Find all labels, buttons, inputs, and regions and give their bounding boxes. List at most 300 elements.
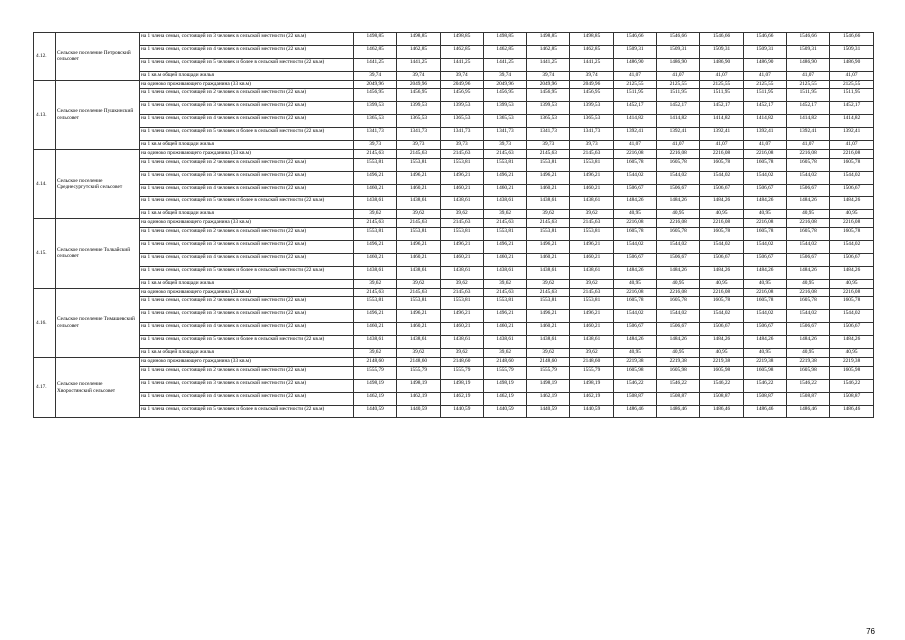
cost-value-cell: 1553,81 — [483, 228, 526, 241]
cost-value-cell: 1546,22 — [786, 379, 829, 392]
cost-value-cell: 1605,78 — [613, 158, 656, 171]
cost-value-cell: 1511,95 — [613, 89, 656, 102]
cost-value-cell: 1484,26 — [700, 266, 743, 279]
cost-value-cell: 1484,26 — [613, 266, 656, 279]
norm-description: на 1 члена семьи, состоящей из 2 человек в сельской местности (22 кв.м) — [140, 297, 354, 310]
cost-value-cell: 1508,87 — [700, 392, 743, 405]
cost-value-cell: 39,62 — [570, 279, 613, 288]
norm-description: на 1 члена семьи, состоящей из 5 человек и более в сельской местности (22 кв.м) — [140, 266, 354, 279]
cost-value-cell: 2216,08 — [700, 219, 743, 228]
cost-value-cell: 39,73 — [527, 141, 570, 150]
cost-value-cell: 1553,81 — [483, 158, 526, 171]
cost-value-cell: 39,73 — [570, 141, 613, 150]
cost-value-cell: 40,95 — [830, 210, 874, 219]
cost-value-cell: 1365,53 — [354, 115, 397, 128]
table-row — [34, 279, 874, 288]
cost-value-cell: 1605,78 — [613, 228, 656, 241]
cost-value-cell: 1496,21 — [483, 171, 526, 184]
cost-value-cell: 1546,22 — [613, 379, 656, 392]
cost-value-cell: 39,62 — [527, 349, 570, 358]
cost-value-cell: 1414,82 — [700, 115, 743, 128]
cost-value-cell: 1508,87 — [830, 392, 874, 405]
cost-value-cell: 2145,63 — [483, 219, 526, 228]
cost-value-cell: 40,95 — [743, 349, 786, 358]
cost-value-cell: 40,95 — [743, 210, 786, 219]
cost-value-cell: 41,07 — [743, 71, 786, 80]
norm-description: на 1 члена семьи, состоящей из 4 человек в сельской местности (22 кв.м) — [140, 184, 354, 197]
cost-value-cell: 2145,63 — [354, 149, 397, 158]
norm-description: на 1 члена семьи, состоящей из 3 человек в сельской местности (22 кв.м) — [140, 33, 354, 46]
cost-value-cell: 1553,81 — [570, 228, 613, 241]
cost-value-cell: 2145,63 — [527, 219, 570, 228]
table-row — [34, 80, 874, 89]
cost-value-cell: 1462,85 — [354, 45, 397, 58]
cost-value-cell: 1544,02 — [613, 171, 656, 184]
cost-value-cell: 1486,90 — [830, 58, 874, 71]
cost-value-cell: 1484,26 — [700, 336, 743, 349]
cost-value-cell: 1506,67 — [613, 253, 656, 266]
cost-value-cell: 1605,78 — [700, 158, 743, 171]
cost-value-cell: 1546,66 — [830, 33, 874, 46]
settlement-code: 4.14. — [34, 149, 56, 218]
cost-value-cell: 1506,67 — [743, 184, 786, 197]
cost-value-cell: 2049,96 — [483, 80, 526, 89]
cost-value-cell: 2216,08 — [830, 219, 874, 228]
cost-value-cell: 1441,25 — [483, 58, 526, 71]
cost-value-cell: 2125,55 — [700, 80, 743, 89]
cost-value-cell: 40,95 — [786, 210, 829, 219]
norm-description: на одиноко проживающего гражданина (33 кв.м) — [140, 219, 354, 228]
cost-value-cell: 1460,21 — [483, 323, 526, 336]
cost-value-cell: 2145,63 — [397, 149, 440, 158]
cost-value-cell: 2219,38 — [830, 357, 874, 366]
table-row — [34, 89, 874, 102]
cost-value-cell: 40,95 — [700, 210, 743, 219]
cost-value-cell: 1392,41 — [830, 128, 874, 141]
cost-value-cell: 1509,31 — [830, 45, 874, 58]
cost-value-cell: 1484,26 — [613, 336, 656, 349]
cost-value-cell: 1456,95 — [570, 89, 613, 102]
cost-value-cell: 2216,08 — [613, 219, 656, 228]
cost-value-cell: 1605,78 — [700, 297, 743, 310]
norm-description: на 1 члена семьи, состоящей из 5 человек и более в сельской местности (22 кв.м) — [140, 336, 354, 349]
cost-value-cell: 1462,85 — [397, 45, 440, 58]
cost-value-cell: 39,62 — [483, 279, 526, 288]
cost-value-cell: 1392,41 — [700, 128, 743, 141]
cost-value-cell: 1456,95 — [483, 89, 526, 102]
cost-value-cell: 2145,63 — [570, 149, 613, 158]
cost-value-cell: 40,95 — [613, 279, 656, 288]
cost-value-cell: 1399,53 — [527, 102, 570, 115]
cost-value-cell: 39,62 — [440, 349, 483, 358]
cost-value-cell: 1544,02 — [743, 310, 786, 323]
cost-value-cell: 41,07 — [830, 71, 874, 80]
cost-value-cell: 2216,08 — [657, 219, 700, 228]
cost-value-cell: 2216,08 — [613, 288, 656, 297]
cost-value-cell: 39,62 — [440, 210, 483, 219]
cost-value-cell: 1506,67 — [613, 184, 656, 197]
cost-value-cell: 39,73 — [397, 141, 440, 150]
cost-value-cell: 1484,26 — [657, 336, 700, 349]
cost-value-cell: 1544,02 — [700, 171, 743, 184]
cost-value-cell: 1508,87 — [613, 392, 656, 405]
cost-value-cell: 1460,21 — [483, 253, 526, 266]
cost-value-cell: 1506,67 — [700, 253, 743, 266]
cost-value-cell: 1438,61 — [483, 266, 526, 279]
cost-value-cell: 1546,22 — [657, 379, 700, 392]
cost-value-cell: 1341,73 — [354, 128, 397, 141]
cost-value-cell: 1365,53 — [440, 115, 483, 128]
cost-value-cell: 1498,19 — [570, 379, 613, 392]
cost-value-cell: 1438,61 — [354, 336, 397, 349]
cost-value-cell: 1506,67 — [613, 323, 656, 336]
cost-value-cell: 1509,31 — [657, 45, 700, 58]
table-row — [34, 158, 874, 171]
cost-value-cell: 2148,60 — [483, 357, 526, 366]
cost-value-cell: 1496,21 — [440, 310, 483, 323]
cost-value-cell: 2125,55 — [830, 80, 874, 89]
cost-value-cell: 1484,26 — [613, 197, 656, 210]
cost-value-cell: 1341,73 — [397, 128, 440, 141]
cost-value-cell: 1341,73 — [527, 128, 570, 141]
cost-value-cell: 1341,73 — [440, 128, 483, 141]
cost-value-cell: 2216,08 — [700, 288, 743, 297]
norm-description: на 1 члена семьи, состоящей из 4 человек в сельской местности (22 кв.м) — [140, 392, 354, 405]
cost-value-cell: 1544,02 — [786, 171, 829, 184]
cost-value-cell: 2125,55 — [657, 80, 700, 89]
cost-value-cell: 1498,19 — [527, 379, 570, 392]
cost-value-cell: 1438,61 — [397, 197, 440, 210]
table-row — [34, 349, 874, 358]
cost-value-cell: 40,95 — [700, 279, 743, 288]
cost-value-cell: 39,74 — [354, 71, 397, 80]
cost-value-cell: 41,07 — [657, 71, 700, 80]
cost-value-cell: 1486,46 — [743, 405, 786, 418]
norm-description: на 1 члена семьи, состоящей из 5 человек и более в сельской местности (22 кв.м) — [140, 405, 354, 418]
cost-value-cell: 1498,85 — [527, 33, 570, 46]
cost-value-cell: 1341,73 — [570, 128, 613, 141]
cost-value-cell: 1486,90 — [743, 58, 786, 71]
cost-value-cell: 1509,31 — [743, 45, 786, 58]
cost-value-cell: 1555,79 — [527, 366, 570, 379]
cost-value-cell: 1441,25 — [570, 58, 613, 71]
cost-value-cell: 1484,26 — [743, 266, 786, 279]
cost-value-cell: 2145,63 — [483, 149, 526, 158]
cost-value-cell: 2148,60 — [570, 357, 613, 366]
cost-value-cell: 1546,22 — [830, 379, 874, 392]
cost-value-cell: 1509,31 — [700, 45, 743, 58]
cost-value-cell: 1438,61 — [527, 197, 570, 210]
cost-value-cell: 39,62 — [354, 349, 397, 358]
norm-description: на 1 кв.м общей площади жилья — [140, 141, 354, 150]
cost-value-cell: 41,07 — [786, 141, 829, 150]
cost-value-cell: 40,95 — [830, 349, 874, 358]
cost-value-cell: 1546,22 — [743, 379, 786, 392]
cost-value-cell: 1553,81 — [570, 158, 613, 171]
cost-value-cell: 1484,26 — [657, 197, 700, 210]
cost-value-cell: 1506,67 — [830, 184, 874, 197]
cost-value-cell: 1555,79 — [397, 366, 440, 379]
cost-value-cell: 1438,61 — [354, 266, 397, 279]
cost-value-cell: 1486,46 — [613, 405, 656, 418]
cost-value-cell: 1438,61 — [483, 336, 526, 349]
cost-value-cell: 1544,02 — [786, 310, 829, 323]
cost-value-cell: 39,74 — [440, 71, 483, 80]
cost-value-cell: 1544,02 — [613, 310, 656, 323]
cost-value-cell: 1546,66 — [613, 33, 656, 46]
cost-value-cell: 1452,17 — [830, 102, 874, 115]
cost-value-cell: 2125,55 — [613, 80, 656, 89]
cost-value-cell: 1553,81 — [354, 297, 397, 310]
table-row — [34, 366, 874, 379]
cost-value-cell: 2219,38 — [613, 357, 656, 366]
norm-description: на 1 члена семьи, состоящей из 5 человек и более в сельской местности (22 кв.м) — [140, 58, 354, 71]
settlement-name: Сельское поселение Пушкинский сельсовет — [56, 80, 140, 149]
cost-value-cell: 1341,73 — [483, 128, 526, 141]
cost-value-cell: 1506,67 — [700, 323, 743, 336]
cost-value-cell: 1555,79 — [354, 366, 397, 379]
cost-value-cell: 1392,41 — [613, 128, 656, 141]
cost-value-cell: 1452,17 — [613, 102, 656, 115]
cost-value-cell: 1605,78 — [830, 297, 874, 310]
cost-value-cell: 1441,25 — [354, 58, 397, 71]
cost-value-cell: 2216,08 — [830, 149, 874, 158]
cost-value-cell: 2216,08 — [657, 288, 700, 297]
cost-value-cell: 1506,67 — [743, 253, 786, 266]
table-row — [34, 219, 874, 228]
table-row — [34, 288, 874, 297]
cost-value-cell: 2148,60 — [527, 357, 570, 366]
table-row — [34, 310, 874, 323]
settlement-name: Сельское поселение Хворостянский сельсовет — [56, 357, 140, 417]
cost-value-cell: 1544,02 — [830, 241, 874, 254]
cost-value-cell: 41,07 — [786, 71, 829, 80]
cost-value-cell: 1486,46 — [657, 405, 700, 418]
table-row — [34, 336, 874, 349]
cost-value-cell: 1553,81 — [397, 158, 440, 171]
cost-value-cell: 1460,21 — [440, 253, 483, 266]
cost-value-cell: 40,95 — [700, 349, 743, 358]
cost-value-cell: 1605,78 — [657, 228, 700, 241]
cost-value-cell: 2145,63 — [440, 149, 483, 158]
table-row — [34, 141, 874, 150]
cost-value-cell: 40,95 — [786, 279, 829, 288]
cost-value-cell: 1546,66 — [786, 33, 829, 46]
cost-value-cell: 1544,02 — [700, 310, 743, 323]
table-row — [34, 297, 874, 310]
cost-value-cell: 1484,26 — [786, 336, 829, 349]
cost-value-cell: 1544,02 — [786, 241, 829, 254]
cost-value-cell: 1511,95 — [743, 89, 786, 102]
cost-value-cell: 1544,02 — [657, 241, 700, 254]
settlement-name: Сельское поселение Толкайский сельсовет — [56, 219, 140, 288]
norm-description: на 1 члена семьи, состоящей из 3 человек в сельской местности (22 кв.м) — [140, 102, 354, 115]
cost-value-cell: 2216,08 — [743, 219, 786, 228]
norm-description: на одиноко проживающего гражданина (33 кв.м) — [140, 80, 354, 89]
cost-value-cell: 1498,19 — [397, 379, 440, 392]
cost-value-cell: 39,74 — [570, 71, 613, 80]
cost-value-cell: 39,74 — [397, 71, 440, 80]
cost-value-cell: 1511,95 — [700, 89, 743, 102]
cost-value-cell: 1605,78 — [786, 228, 829, 241]
cost-value-cell: 1511,95 — [830, 89, 874, 102]
cost-value-cell: 1462,85 — [527, 45, 570, 58]
cost-value-cell: 1544,02 — [613, 241, 656, 254]
settlement-code: 4.12. — [34, 33, 56, 81]
cost-value-cell: 1438,61 — [570, 266, 613, 279]
cost-value-cell: 1486,90 — [613, 58, 656, 71]
cost-value-cell: 39,62 — [527, 210, 570, 219]
table-row — [34, 45, 874, 58]
cost-value-cell: 40,95 — [786, 349, 829, 358]
table-row — [34, 210, 874, 219]
cost-value-cell: 1553,81 — [354, 228, 397, 241]
norm-description: на 1 члена семьи, состоящей из 4 человек в сельской местности (22 кв.м) — [140, 253, 354, 266]
cost-value-cell: 1456,95 — [440, 89, 483, 102]
table-row — [34, 71, 874, 80]
cost-value-cell: 40,95 — [830, 279, 874, 288]
table-row — [34, 128, 874, 141]
cost-value-cell: 1460,21 — [570, 184, 613, 197]
settlement-code: 4.17. — [34, 357, 56, 417]
cost-value-cell: 1546,66 — [657, 33, 700, 46]
norm-description: на 1 члена семьи, состоящей из 2 человек в сельской местности (22 кв.м) — [140, 366, 354, 379]
cost-value-cell: 2145,63 — [397, 288, 440, 297]
cost-value-cell: 40,95 — [743, 279, 786, 288]
cost-value-cell: 1506,67 — [657, 184, 700, 197]
table-row — [34, 228, 874, 241]
cost-value-cell: 1544,02 — [657, 310, 700, 323]
cost-value-cell: 1496,21 — [570, 241, 613, 254]
cost-value-cell: 1484,26 — [657, 266, 700, 279]
norm-description: на 1 члена семьи, состоящей из 2 человек в сельской местности (22 кв.м) — [140, 89, 354, 102]
cost-value-cell: 1486,90 — [700, 58, 743, 71]
cost-value-cell: 1605,78 — [830, 158, 874, 171]
cost-value-cell: 2148,60 — [354, 357, 397, 366]
cost-value-cell: 1506,67 — [786, 323, 829, 336]
cost-value-cell: 1440,59 — [570, 405, 613, 418]
cost-value-cell: 1460,21 — [570, 323, 613, 336]
cost-value-cell: 1462,19 — [527, 392, 570, 405]
cost-value-cell: 1462,85 — [570, 45, 613, 58]
cost-value-cell: 1484,26 — [786, 266, 829, 279]
cost-value-cell: 1440,59 — [397, 405, 440, 418]
cost-value-cell: 2125,55 — [786, 80, 829, 89]
cost-value-cell: 1392,41 — [743, 128, 786, 141]
cost-value-cell: 1438,61 — [570, 197, 613, 210]
table-row — [34, 392, 874, 405]
page-number: 76 — [866, 627, 875, 636]
cost-value-cell: 1441,25 — [527, 58, 570, 71]
norm-description: на 1 члена семьи, состоящей из 5 человек и более в сельской местности (22 кв.м) — [140, 197, 354, 210]
cost-value-cell: 1399,53 — [483, 102, 526, 115]
cost-value-cell: 39,62 — [527, 279, 570, 288]
cost-value-cell: 2148,60 — [397, 357, 440, 366]
cost-value-cell: 1496,21 — [570, 171, 613, 184]
cost-value-cell: 1553,81 — [397, 228, 440, 241]
cost-value-cell: 1544,02 — [830, 171, 874, 184]
cost-value-cell: 1440,59 — [483, 405, 526, 418]
cost-value-cell: 1462,19 — [440, 392, 483, 405]
cost-value-cell: 1496,21 — [483, 310, 526, 323]
cost-value-cell: 39,62 — [354, 210, 397, 219]
cost-value-cell: 2216,08 — [743, 288, 786, 297]
cost-value-cell: 1399,53 — [397, 102, 440, 115]
cost-value-cell: 40,95 — [657, 210, 700, 219]
cost-value-cell: 1452,17 — [700, 102, 743, 115]
cost-value-cell: 41,07 — [700, 71, 743, 80]
cost-value-cell: 1460,21 — [440, 323, 483, 336]
cost-value-cell: 2219,38 — [743, 357, 786, 366]
cost-value-cell: 1438,61 — [440, 266, 483, 279]
cost-value-cell: 1509,31 — [613, 45, 656, 58]
cost-value-cell: 1484,26 — [743, 197, 786, 210]
cost-value-cell: 39,62 — [397, 349, 440, 358]
norm-description: на одиноко проживающего гражданина (33 кв.м) — [140, 149, 354, 158]
cost-value-cell: 1553,81 — [570, 297, 613, 310]
cost-value-cell: 1452,17 — [743, 102, 786, 115]
cost-value-cell: 39,62 — [397, 210, 440, 219]
cost-value-cell: 1496,21 — [354, 310, 397, 323]
cost-value-cell: 2049,96 — [570, 80, 613, 89]
cost-value-cell: 1506,67 — [786, 184, 829, 197]
cost-value-cell: 1553,81 — [440, 228, 483, 241]
cost-value-cell: 2216,08 — [786, 288, 829, 297]
cost-value-cell: 1484,26 — [700, 197, 743, 210]
table-row — [34, 253, 874, 266]
cost-value-cell: 41,07 — [613, 71, 656, 80]
cost-value-cell: 1605,78 — [743, 158, 786, 171]
table-row — [34, 33, 874, 46]
cost-value-cell: 1544,02 — [743, 171, 786, 184]
norm-description: на 1 члена семьи, состоящей из 2 человек в сельской местности (22 кв.м) — [140, 228, 354, 241]
tariff-table — [33, 32, 874, 418]
cost-value-cell: 1456,95 — [397, 89, 440, 102]
cost-value-cell: 1498,85 — [440, 33, 483, 46]
cost-value-cell: 1462,19 — [354, 392, 397, 405]
cost-value-cell: 1438,61 — [354, 197, 397, 210]
settlement-code: 4.15. — [34, 219, 56, 288]
cost-value-cell: 1460,21 — [354, 184, 397, 197]
cost-value-cell: 1486,46 — [786, 405, 829, 418]
cost-value-cell: 1484,26 — [786, 197, 829, 210]
cost-value-cell: 1498,85 — [570, 33, 613, 46]
table-row — [34, 241, 874, 254]
cost-value-cell: 1506,67 — [700, 184, 743, 197]
cost-value-cell: 1498,85 — [483, 33, 526, 46]
cost-value-cell: 41,07 — [613, 141, 656, 150]
cost-value-cell: 1553,81 — [397, 297, 440, 310]
norm-description: на одиноко проживающего гражданина (33 кв.м) — [140, 288, 354, 297]
cost-value-cell: 2145,63 — [570, 219, 613, 228]
settlement-name: Сельское поселение Тимашевский сельсовет — [56, 288, 140, 357]
settlement-name: Сельское поселение Среднесургутский сельсовет — [56, 149, 140, 218]
cost-value-cell: 1508,87 — [657, 392, 700, 405]
cost-value-cell: 1484,26 — [830, 197, 874, 210]
cost-value-cell: 1555,79 — [483, 366, 526, 379]
cost-value-cell: 1440,59 — [527, 405, 570, 418]
cost-value-cell: 2219,38 — [657, 357, 700, 366]
norm-description: на 1 кв.м общей площади жилья — [140, 349, 354, 358]
cost-value-cell: 2145,63 — [354, 219, 397, 228]
norm-description: на 1 члена семьи, состоящей из 2 человек в сельской местности (22 кв.м) — [140, 158, 354, 171]
cost-value-cell: 1438,61 — [570, 336, 613, 349]
cost-value-cell: 2216,08 — [786, 149, 829, 158]
cost-value-cell: 2049,96 — [527, 80, 570, 89]
cost-value-cell: 1544,02 — [743, 241, 786, 254]
cost-value-cell: 1546,66 — [700, 33, 743, 46]
cost-value-cell: 1486,46 — [700, 405, 743, 418]
